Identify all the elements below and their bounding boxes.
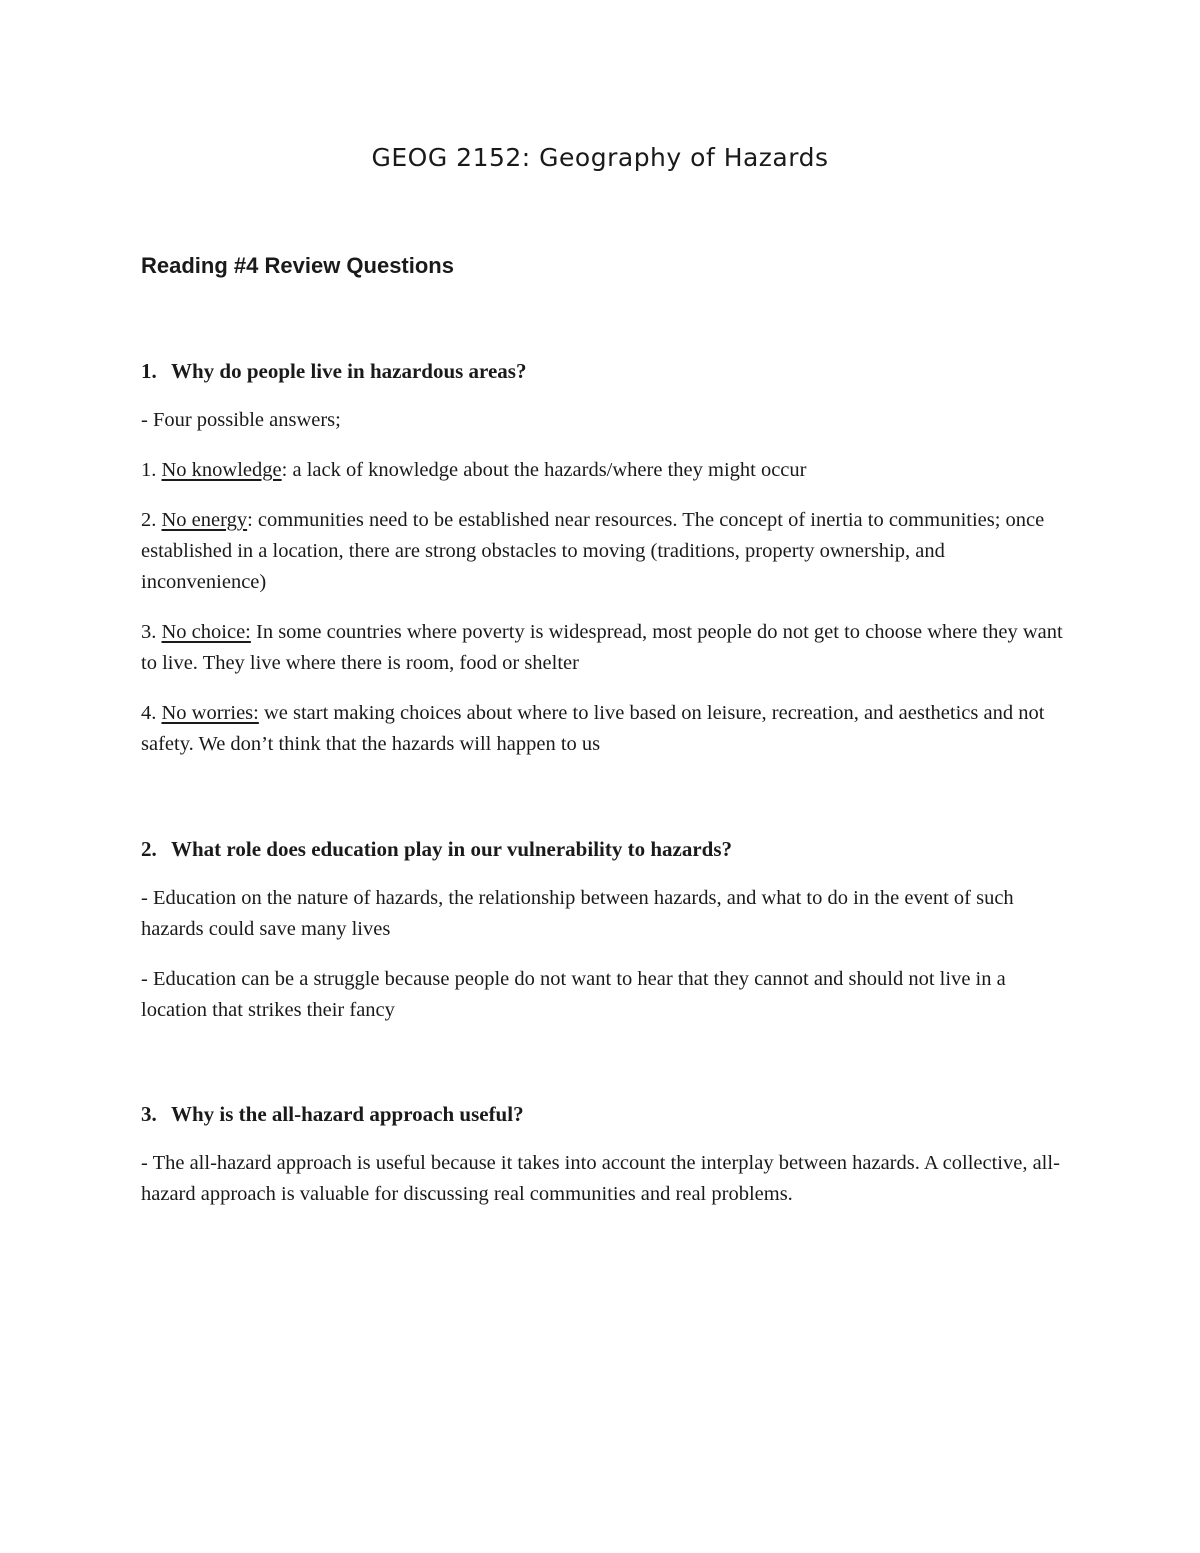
question-2 — [141, 834, 1071, 1045]
answer-item — [141, 617, 1071, 679]
answer-item — [141, 698, 1071, 760]
item-prefix: 3. — [141, 621, 162, 643]
document-title: GEOG 2152: Geography of Hazards — [371, 143, 829, 172]
item-term: No choice: — [161, 621, 251, 643]
item-separator: : — [247, 509, 258, 531]
question-text: What role does education play in our vulnerability to hazards? — [171, 837, 733, 861]
answer-item — [141, 455, 1071, 486]
answer-item — [141, 505, 1071, 598]
question-number: 3. — [141, 1102, 157, 1126]
question-heading — [141, 834, 1071, 865]
answer-paragraph: - Education can be a struggle because people do not want to hear that they cannot and should not live in a location that strikes their fancy — [141, 968, 1006, 1021]
item-prefix: 1. — [141, 459, 162, 481]
answer-paragraph: - Education on the nature of hazards, the relationship between hazards, and what to do in the event of such hazards could save many lives — [141, 887, 1014, 940]
answer-intro: - Four possible answers; — [141, 409, 341, 431]
question-text: Why do people live in hazardous areas? — [171, 359, 527, 383]
question-number: 1. — [141, 359, 157, 383]
question-heading — [141, 356, 1071, 387]
item-text: In some countries where poverty is widespread, most people do not get to choose where they want to live. They live where there is room, food or shelter — [141, 621, 1063, 674]
answer-paragraph: - The all-hazard approach is useful because it takes into account the interplay between hazards. A collective, all-hazard approach is valuable for discussing real communities and real problems. — [141, 1152, 1060, 1205]
item-text: communities need to be established near resources. The concept of inertia to communities; once established in a location, there are strong obstacles to moving (traditions, property ownership, and inconvenience) — [141, 509, 1045, 593]
question-heading — [141, 1099, 1071, 1130]
item-text: we start making choices about where to live based on leisure, recreation, and aesthetics and not safety. We don’t think that the hazards will happen to us — [141, 702, 1045, 755]
item-prefix: 4. — [141, 702, 162, 724]
question-text: Why is the all-hazard approach useful? — [171, 1102, 524, 1126]
item-text: a lack of knowledge about the hazards/where they might occur — [292, 459, 807, 481]
item-term: No knowledge — [161, 459, 282, 481]
item-separator: : — [281, 459, 293, 481]
question-1 — [141, 356, 1071, 779]
item-term: No worries: — [161, 702, 259, 724]
item-prefix: 2. — [141, 509, 162, 531]
document-subtitle: Reading #4 Review Questions — [141, 253, 454, 278]
question-number: 2. — [141, 837, 157, 861]
item-term: No energy — [161, 509, 248, 531]
question-3 — [141, 1099, 1071, 1229]
